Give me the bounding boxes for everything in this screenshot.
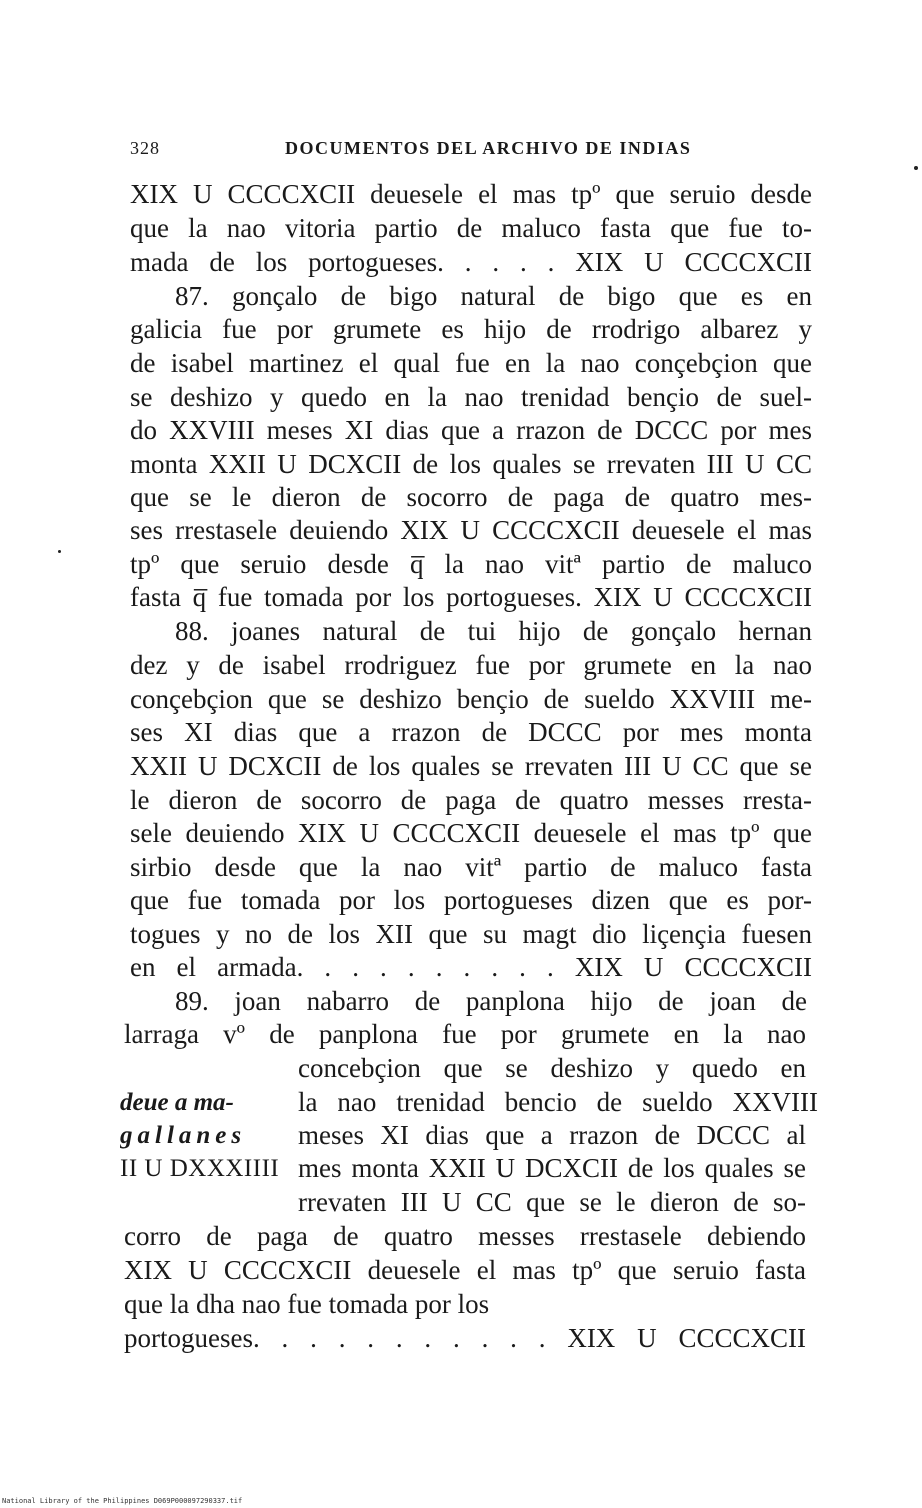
text-line: mada de los portogueses. . . . . XIX U CCCCXCII: [130, 247, 812, 277]
entry-87-start: 87. gonçalo de bigo natural de bigo que es en: [175, 281, 812, 311]
indented-line: rrevaten III U CC que se le dieron de so-: [298, 1187, 806, 1217]
text-line: ses XI dias que a rrazon de DCCC por mes monta: [130, 717, 812, 747]
scan-footer: National Library of the Philippines D069P000097290337.tif: [2, 1497, 243, 1505]
text-line: ses rrestasele deuiendo XIX U CCCCXCII deuesele el mas: [130, 515, 812, 545]
indented-line: la nao trenidad bencio de sueldo XXVIII: [298, 1087, 818, 1117]
margin-note: deue a ma-: [120, 1089, 234, 1116]
text-line: togues y no de los XII que su magt dio liçençia fuesen: [130, 919, 812, 949]
ink-speck: [914, 166, 918, 170]
text-line: de isabel martinez el qual fue en la nao conçebçion que: [130, 348, 812, 378]
text-line: conçebçion que se deshizo bençio de sueldo XXVIII me-: [130, 684, 812, 714]
indented-line: mes monta XXII U DCXCII de los quales se: [298, 1153, 806, 1183]
text-line: le dieron de socorro de paga de quatro messes rresta-: [130, 785, 812, 815]
text-line: que fue tomada por los portogueses dizen que es por-: [130, 885, 812, 915]
text-line: portogueses. . . . . . . . . . . XIX U CCCCXCII: [124, 1323, 806, 1353]
text-line: corro de paga de quatro messes rrestasele debiendo: [124, 1221, 806, 1251]
page-number: 328: [130, 138, 160, 158]
text-line: en el armada. . . . . . . . . . XIX U CCCCXCII: [130, 952, 812, 982]
text-line: fasta q̅ fue tomada por los portogueses. XIX U CCCCXCII: [130, 582, 812, 612]
entry-88-start: 88. joanes natural de tui hijo de gonçalo hernan: [175, 616, 812, 646]
indented-line: meses XI dias que a rrazon de DCCC al: [298, 1120, 806, 1150]
indented-line: concebçion que se deshizo y quedo en: [298, 1053, 806, 1083]
ink-speck: [58, 550, 61, 553]
text-line: do XXVIII meses XI dias que a rrazon de DCCC por mes: [130, 415, 812, 445]
text-line: XXII U DCXCII de los quales se rrevaten III U CC que se: [130, 751, 812, 781]
text-line: se deshizo y quedo en la nao trenidad bençio de suel-: [130, 382, 812, 412]
page-header: [130, 138, 812, 166]
text-line: XIX U CCCCXCII deuesele el mas tpº que seruio desde: [130, 179, 812, 209]
text-line: monta XXII U DCXCII de los quales se rrevaten III U CC: [130, 449, 812, 479]
margin-note-amount: II U DXXXIIII: [120, 1155, 280, 1182]
text-line: que la nao vitoria partio de maluco fasta que fue to-: [130, 213, 812, 243]
running-title: DOCUMENTOS DEL ARCHIVO DE INDIAS: [285, 138, 692, 158]
margin-note: gallanes: [120, 1122, 247, 1149]
text-line: que se le dieron de socorro de paga de quatro mes-: [130, 482, 812, 512]
entry-89-start: 89. joan nabarro de panplona hijo de joan de: [175, 986, 807, 1016]
text-line: sele deuiendo XIX U CCCCXCII deuesele el mas tpº que: [130, 818, 812, 848]
text-line: tpº que seruio desde q̅ la nao vitª partio de maluco: [130, 549, 812, 579]
text-line: sirbio desde que la nao vitª partio de maluco fasta: [130, 852, 812, 882]
text-line: galicia fue por grumete es hijo de rrodrigo albarez y: [130, 314, 812, 344]
text-line: dez y de isabel rrodriguez fue por grumete en la nao: [130, 650, 812, 680]
text-line: larraga vº de panplona fue por grumete en la nao: [124, 1019, 806, 1049]
text-line: XIX U CCCCXCII deuesele el mas tpº que seruio fasta: [124, 1255, 806, 1285]
text-line: que la dha nao fue tomada por los: [124, 1289, 490, 1319]
